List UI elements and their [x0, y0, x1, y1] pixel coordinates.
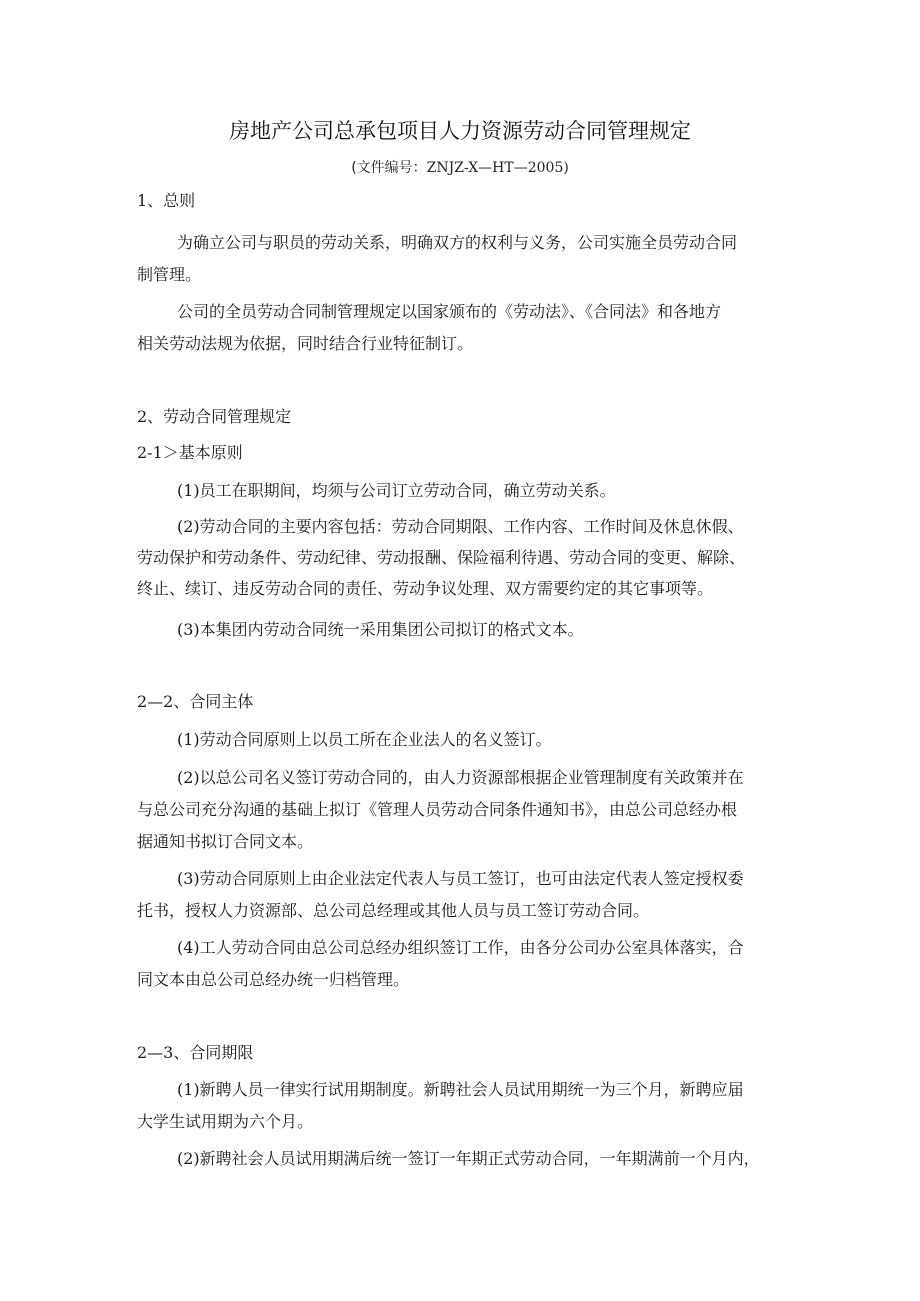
paragraph-line: 公司的全员劳动合同制管理规定以国家颁布的《劳动法》、《合同法》和各地方	[177, 302, 722, 321]
paragraph-line: (2)新聘社会人员试用期满后统一签订一年期正式劳动合同，一年期满前一个月内，	[177, 1149, 760, 1168]
subsection-heading-2-3: 2—3、合同期限	[137, 1043, 254, 1062]
document-number-label: (文件编号：	[351, 160, 427, 176]
document-number	[0, 157, 920, 177]
document-title: 房地产公司总承包项目人力资源劳动合同管理规定	[229, 119, 691, 143]
subsection-heading-2-1: 2-1＞基本原则	[137, 443, 243, 462]
paragraph-line: (2)以总公司名义签订劳动合同的，由人力资源部根据企业管理制度有关政策并在	[177, 768, 744, 787]
paragraph-line: (4)工人劳动合同由总公司总经办组织签订工作，由各分公司办公室具体落实，合	[177, 938, 744, 957]
subsection-heading-2-2: 2—2、合同主体	[137, 692, 254, 711]
paragraph-line: 相关劳动法规为依据，同时结合行业特征制订。	[137, 334, 474, 353]
paragraph-line: 据通知书拟订合同文本。	[137, 832, 314, 851]
section-heading-2: 2、劳动合同管理规定	[137, 407, 292, 426]
paragraph-line: (3)劳动合同原则上由企业法定代表人与员工签订，也可由法定代表人签定授权委	[177, 869, 744, 888]
paragraph-line: 为确立公司与职员的劳动关系，明确双方的权利与义务，公司实施全员劳动合同	[177, 233, 738, 252]
paragraph-line: 大学生试用期为六个月。	[137, 1112, 314, 1131]
paragraph-line: (2)劳动合同的主要内容包括：劳动合同期限、工作内容、工作时间及休息休假、	[177, 517, 744, 536]
paragraph-line: (1)劳动合同原则上以员工所在企业法人的名义签订。	[177, 730, 552, 749]
paragraph-line: (1)新聘人员一律实行试用期制度。新聘社会人员试用期统一为三个月，新聘应届	[177, 1080, 744, 1099]
paragraph-line: (3)本集团内劳动合同统一采用集团公司拟订的格式文本。	[177, 620, 584, 639]
document-number-value: ZNJZ-X—HT—2005)	[426, 160, 569, 176]
section-heading-1: 1、总则	[137, 191, 196, 210]
paragraph-line: 劳动保护和劳动条件、劳动纪律、劳动报酬、保险福利待遇、劳动合同的变更、解除、	[137, 548, 746, 567]
paragraph-line: 同文本由总公司总经办统一归档管理。	[137, 970, 410, 989]
paragraph-line: 与总公司充分沟通的基础上拟订《管理人员劳动合同条件通知书》，由总公司总经办根	[137, 800, 738, 819]
paragraph-line: (1)员工在职期间，均须与公司订立劳动合同，确立劳动关系。	[177, 481, 616, 500]
paragraph-line: 托书，授权人力资源部、总公司总经理或其他人员与员工签订劳动合同。	[137, 901, 650, 920]
paragraph-line: 终止、续订、违反劳动合同的责任、劳动争议处理、双方需要约定的其它事项等。	[137, 579, 714, 598]
paragraph-line: 制管理。	[137, 265, 202, 284]
